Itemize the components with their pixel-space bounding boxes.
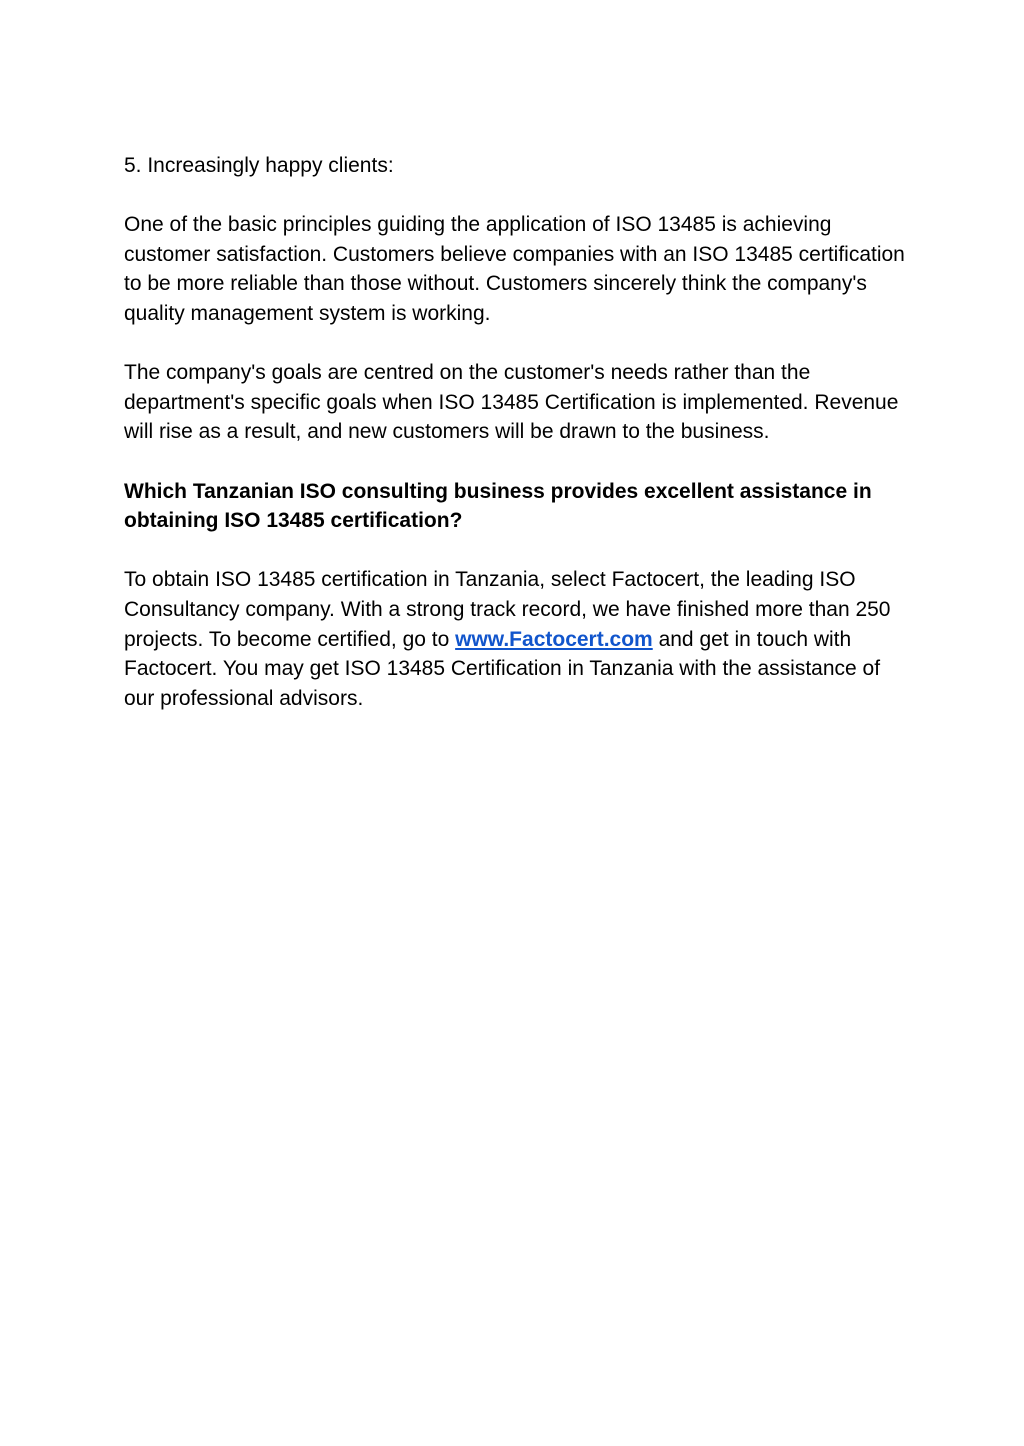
question-heading: Which Tanzanian ISO consulting business provides excellent assistance in obtaining ISO 13485 certification? xyxy=(124,479,872,533)
closing-text-after-link: and get in touch with Factocert. You may get ISO 13485 Certification in Tanzania with the assistance of our professional advisors. xyxy=(124,627,881,710)
factocert-link[interactable]: www.Factocert.com xyxy=(455,627,653,651)
section-title: 5. Increasingly happy clients: xyxy=(124,154,394,177)
closing-text-before-link: To obtain ISO 13485 certification in Tanzania, select Factocert, the leading ISO Consultancy company. With a strong track record, we have finished more than 250 projects. To become certified, go to xyxy=(124,568,891,651)
paragraph-company-goals: The company's goals are centred on the customer's needs rather than the department's specific goals when ISO 13485 Certification is implemented. Revenue will rise as a result, and new customers will be drawn to the business. xyxy=(124,361,899,444)
document-body xyxy=(124,151,914,743)
paragraph-closing xyxy=(124,565,914,713)
paragraph-customer-satisfaction: One of the basic principles guiding the application of ISO 13485 is achieving customer satisfaction. Customers believe companies with an ISO 13485 certification to be more reliable than those without. Customers sincerely think the company's quality management system is working. xyxy=(124,213,905,325)
